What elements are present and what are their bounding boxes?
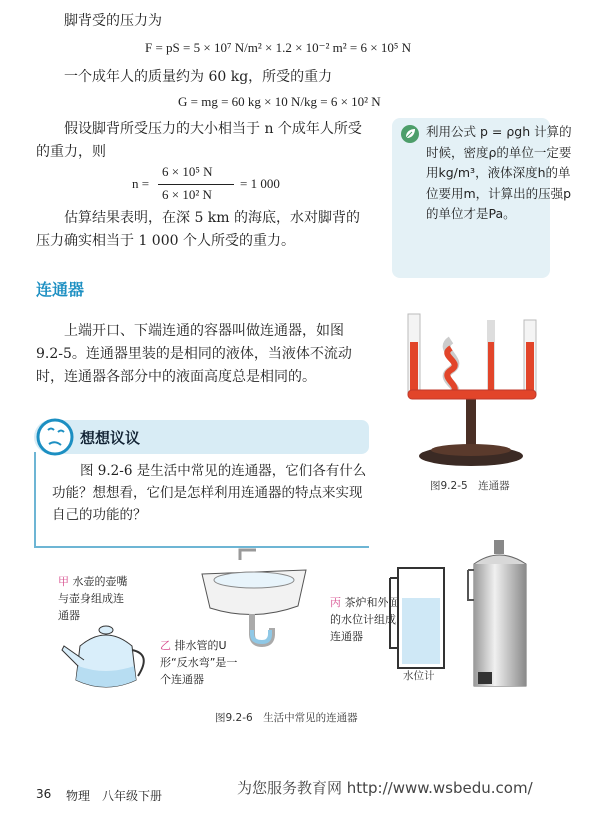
water-gauge-label: 水位计 — [403, 670, 435, 682]
label-jia — [58, 573, 130, 624]
label-yi — [160, 637, 242, 688]
label-bing-text: 茶炉和外面的水位计组成连通器 — [330, 596, 400, 643]
page-number: 36 — [36, 787, 52, 801]
formula-n-lhs: n = — [132, 176, 150, 191]
paragraph-connector-definition: 上端开口、下端连通的容器叫做连通器，如图 9.2-5。连通器里装的是相同的液体，当液体不流动时，连通器各部分中的液面高度总是相同的。 — [36, 323, 352, 385]
label-jia-text: 水壶的壶嘴与壶身组成连通器 — [58, 575, 128, 622]
water-gauge-illustration — [388, 564, 448, 674]
section-title: 连通器 — [36, 280, 85, 299]
label-bing-tag: 丙 — [330, 596, 341, 609]
kettle-illustration — [58, 620, 154, 696]
formula-n-numerator: 6 × 10⁵ N — [162, 164, 213, 179]
paragraph-assume: 假设脚背所受压力的大小相当于 n 个成年人所受的重力，则 — [36, 121, 362, 160]
fraction-bar — [158, 184, 234, 185]
discussion-title: 想想议议 — [80, 429, 141, 447]
tea-boiler-illustration — [466, 540, 536, 700]
discussion-text: 图 9.2-6 是生活中常见的连通器，它们各有什么功能？想想看，它们是怎样利用连通器的特点来实现自己的功能的？ — [52, 463, 367, 523]
formula-gravity: G = mg = 60 kg × 10 N/kg = 6 × 10² N — [178, 94, 381, 109]
formula-n-rhs: = 1 000 — [240, 176, 280, 191]
figure-9-2-5-caption: 图9.2-5 连通器 — [430, 480, 510, 492]
paragraph-pressure-intro: 脚背受的压力为 — [64, 13, 162, 29]
formula-n-ratio — [132, 164, 332, 208]
label-jia-tag: 甲 — [58, 575, 69, 588]
paragraph-mass: 一个成年人的质量约为 60 kg，所受的重力 — [64, 69, 333, 85]
watermark: 为您服务教育网 http://www.wsbedu.com/ — [237, 779, 533, 797]
tip-box — [392, 118, 572, 278]
figure-9-2-6-caption: 图9.2-6 生活中常见的连通器 — [215, 712, 358, 724]
paragraph-conclusion: 估算结果表明，在深 5 km 的海底，水对脚背的压力确实相当于 1 000 个人所受的重力。 — [36, 210, 361, 249]
label-yi-tag: 乙 — [160, 639, 171, 652]
formula-force: F = pS = 5 × 10⁷ N/m² × 1.2 × 10⁻² m² = 6 × 10⁵ N — [145, 40, 412, 55]
discussion-left-border — [34, 452, 36, 548]
tip-text: 利用公式 p = ρgh 计算的时候，密度ρ的单位一定要用kg/m³，液体深度h的单位要用m，计算出的压强p的单位才是Pa。 — [426, 124, 572, 221]
formula-n-denominator: 6 × 10² N — [162, 187, 212, 202]
discussion-header — [34, 420, 369, 454]
book-title: 物理 八年级下册 — [66, 789, 163, 803]
connected-vessel-figure — [396, 300, 556, 475]
thinking-face-icon — [36, 418, 74, 456]
label-yi-text: 排水管的U形“反水弯”是一个连通器 — [160, 639, 238, 686]
